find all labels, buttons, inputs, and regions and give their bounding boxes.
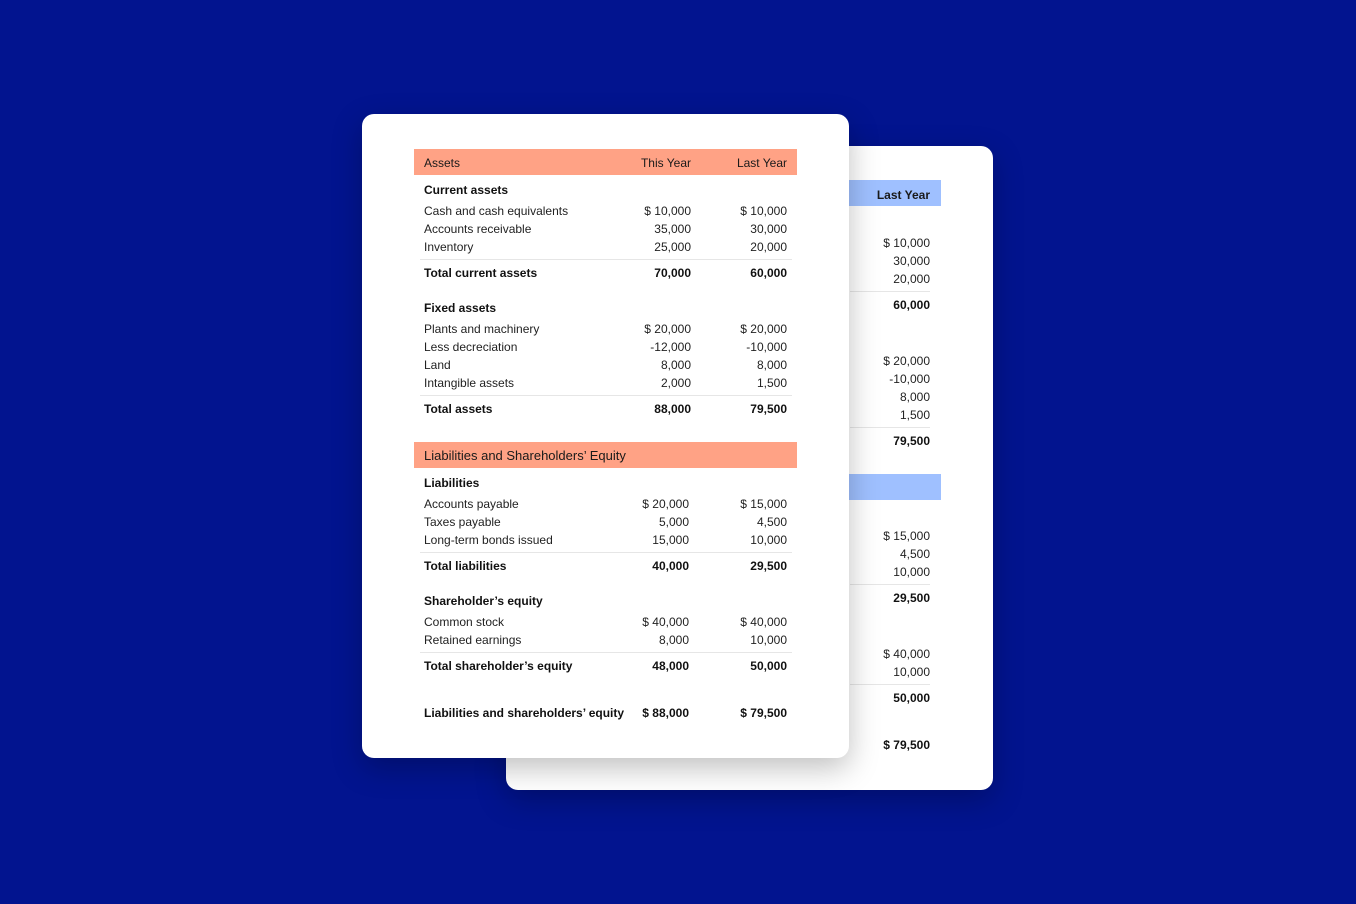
row-last-year: 20,000 [750, 240, 787, 254]
row-this-year: $ 40,000 [642, 615, 689, 629]
row-this-year: 5,000 [658, 515, 689, 529]
column-this-year: This Year [640, 156, 691, 170]
grand-total-this-year: $ 88,000 [642, 706, 689, 720]
total-this-year: 88,000 [654, 402, 691, 416]
row-label: Inventory [424, 240, 474, 254]
row-last-year: 8,000 [756, 358, 787, 372]
row-last-year: $ 20,000 [740, 322, 787, 336]
front-balance-sheet [362, 114, 849, 758]
back-value: $ 15,000 [883, 529, 930, 543]
back-value: $ 40,000 [883, 647, 930, 661]
back-total: 60,000 [893, 298, 930, 312]
row-label: Plants and machinery [424, 322, 540, 336]
back-value: 10,000 [893, 565, 930, 579]
row-this-year: 2,000 [660, 376, 691, 390]
back-value: 1,500 [899, 408, 930, 422]
total-label: Total assets [424, 402, 493, 416]
total-label: Total shareholder’s equity [424, 659, 573, 673]
row-last-year: -10,000 [746, 340, 787, 354]
total-label: Total current assets [424, 266, 538, 280]
row-this-year: 8,000 [658, 633, 689, 647]
back-total: 50,000 [893, 691, 930, 705]
section-title-current-assets: Current assets [424, 183, 509, 197]
back-value: 30,000 [893, 254, 930, 268]
back-value: 10,000 [893, 665, 930, 679]
row-last-year: 10,000 [750, 633, 787, 647]
divider [420, 259, 792, 260]
total-this-year: 48,000 [652, 659, 689, 673]
row-last-year: 30,000 [750, 222, 787, 236]
row-label: Less decreciation [424, 340, 518, 354]
row-this-year: 8,000 [660, 358, 691, 372]
section-title-liabilities: Liabilities [424, 476, 480, 490]
row-last-year: $ 15,000 [740, 497, 787, 511]
total-last-year: 29,500 [750, 559, 787, 573]
total-this-year: 40,000 [652, 559, 689, 573]
row-label: Taxes payable [424, 515, 501, 529]
total-label: Total liabilities [424, 559, 507, 573]
divider [850, 291, 930, 292]
grand-total-label: Liabilities and shareholders’ equity [424, 706, 625, 720]
row-last-year: 1,500 [756, 376, 787, 390]
row-last-year: $ 40,000 [740, 615, 787, 629]
liabilities-header-label: Liabilities and Shareholders’ Equity [424, 448, 626, 463]
row-this-year: $ 20,000 [644, 322, 691, 336]
back-value: -10,000 [889, 372, 930, 386]
row-this-year: 25,000 [654, 240, 691, 254]
row-label: Intangible assets [424, 376, 515, 390]
divider [420, 552, 792, 553]
column-last-year: Last Year [736, 156, 787, 170]
row-label: Land [424, 358, 451, 372]
row-this-year: 35,000 [654, 222, 691, 236]
section-title-fixed-assets: Fixed assets [424, 301, 497, 315]
row-last-year: $ 10,000 [740, 204, 787, 218]
back-header-last-year: Last Year [876, 188, 930, 202]
divider [850, 584, 930, 585]
section-title-equity: Shareholder’s equity [424, 594, 543, 608]
row-last-year: 4,500 [756, 515, 787, 529]
row-this-year: $ 10,000 [644, 204, 691, 218]
row-this-year: 15,000 [652, 533, 689, 547]
divider [850, 427, 930, 428]
row-label: Accounts receivable [424, 222, 532, 236]
divider [850, 684, 930, 685]
back-total: 29,500 [893, 591, 930, 605]
back-grand-total: $ 79,500 [883, 738, 930, 752]
row-label: Common stock [424, 615, 505, 629]
total-last-year: 50,000 [750, 659, 787, 673]
divider [420, 652, 792, 653]
total-this-year: 70,000 [654, 266, 691, 280]
back-value: 20,000 [893, 272, 930, 286]
grand-total-last-year: $ 79,500 [740, 706, 787, 720]
assets-header-label: Assets [424, 156, 461, 170]
row-this-year: $ 20,000 [642, 497, 689, 511]
row-label: Accounts payable [424, 497, 519, 511]
back-value: $ 20,000 [883, 354, 930, 368]
row-label: Cash and cash equivalents [424, 204, 569, 218]
row-label: Retained earnings [424, 633, 522, 647]
back-value: 8,000 [899, 390, 930, 404]
row-this-year: -12,000 [650, 340, 691, 354]
row-label: Long-term bonds issued [424, 533, 553, 547]
back-total: 79,500 [893, 434, 930, 448]
total-last-year: 79,500 [750, 402, 787, 416]
back-value: 4,500 [899, 547, 930, 561]
total-last-year: 60,000 [750, 266, 787, 280]
divider [420, 395, 792, 396]
back-value: $ 10,000 [883, 236, 930, 250]
row-last-year: 10,000 [750, 533, 787, 547]
